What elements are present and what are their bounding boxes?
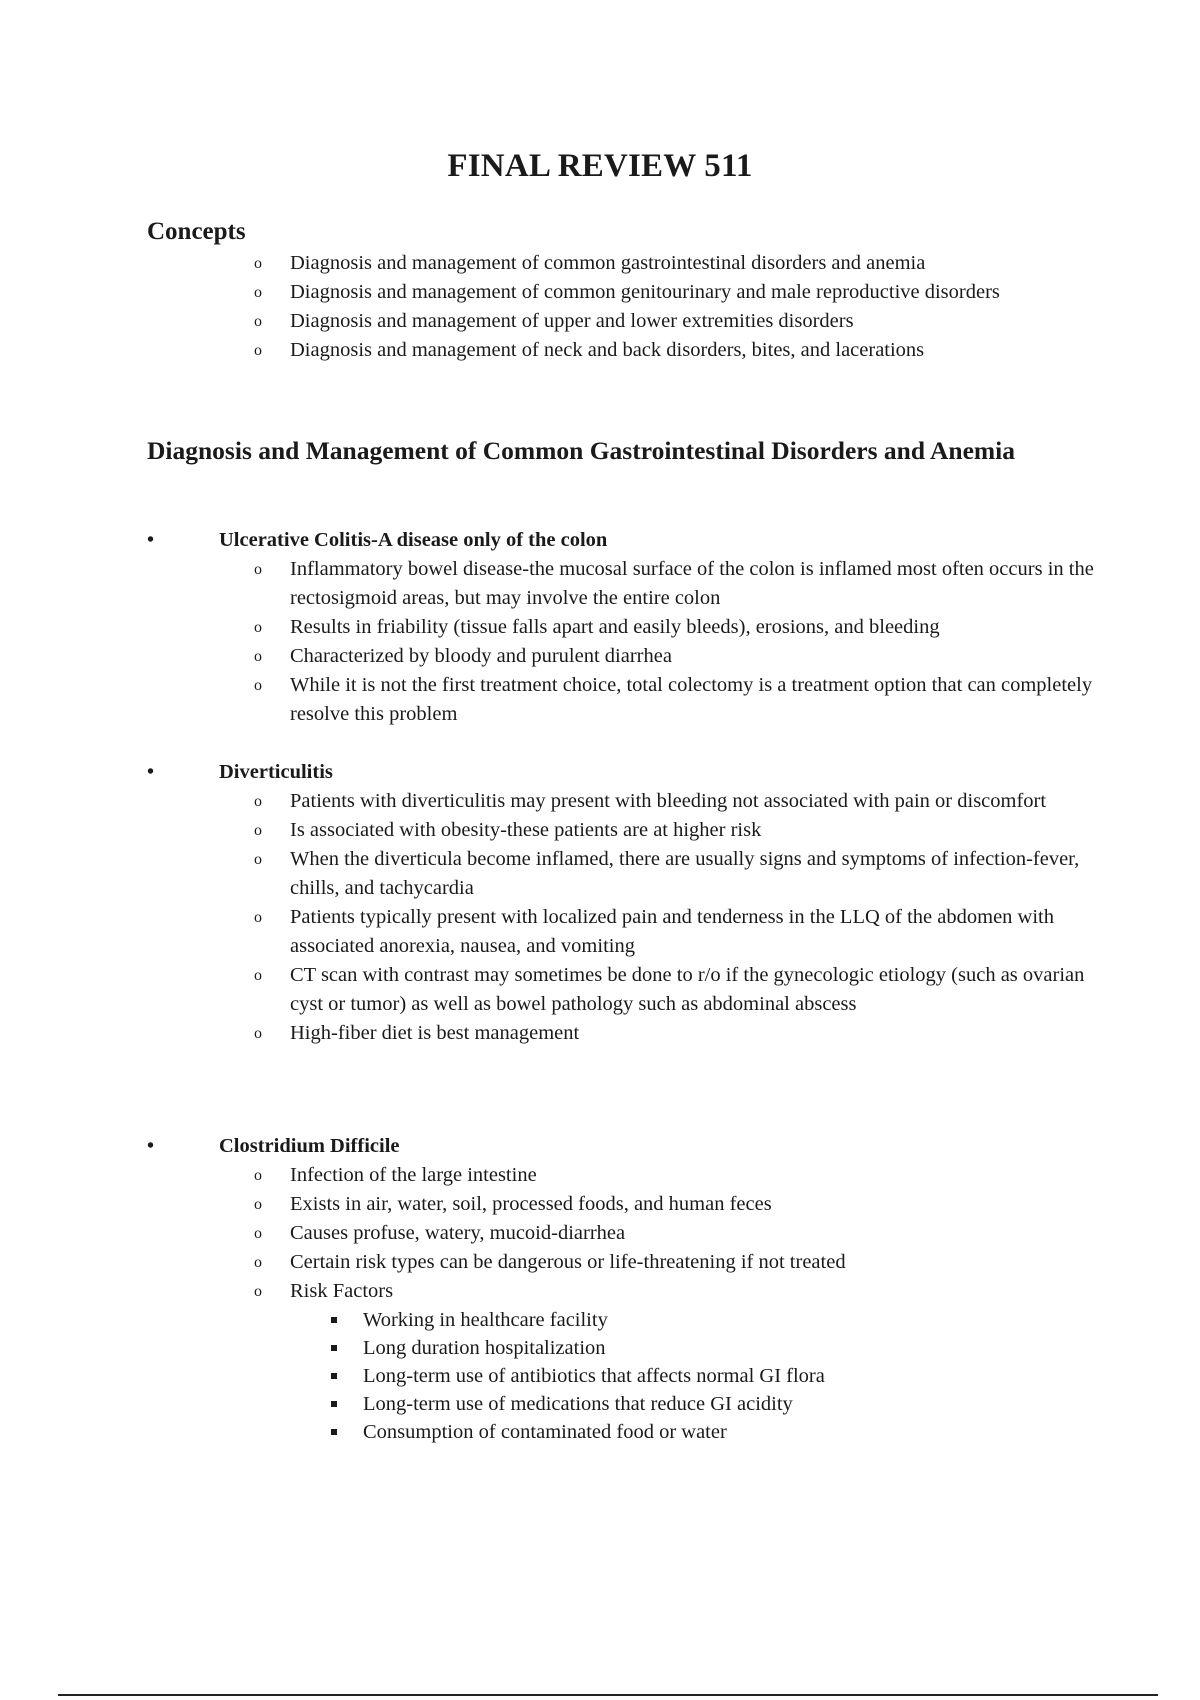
circle-bullet-icon: o bbox=[254, 967, 262, 984]
circle-bullet-icon: o bbox=[254, 342, 262, 359]
list-item: Long duration hospitalization bbox=[363, 1334, 1105, 1362]
section-heading: Diagnosis and Management of Common Gastrointestinal Disorders and Anemia bbox=[147, 436, 1015, 465]
circle-bullet-icon: o bbox=[254, 1283, 262, 1300]
list-item: o While it is not the first treatment choice, total colectomy is a treatment option that can completely resolve this problem bbox=[290, 671, 1105, 729]
list-item: o Diagnosis and management of common gastrointestinal disorders and anemia bbox=[290, 249, 1090, 278]
list-item: o Patients with diverticulitis may present with bleeding not associated with pain or discomfort bbox=[290, 787, 1105, 816]
circle-bullet-icon: o bbox=[254, 313, 262, 330]
list-item: Long-term use of antibiotics that affects normal GI flora bbox=[363, 1362, 1105, 1390]
topic-title: • Diverticulitis bbox=[147, 758, 1107, 787]
bullet-icon: • bbox=[147, 761, 155, 783]
list-item: o Exists in air, water, soil, processed foods, and human feces bbox=[290, 1190, 1105, 1219]
bullet-icon: • bbox=[147, 1135, 155, 1157]
list-item: o Infection of the large intestine bbox=[290, 1161, 1105, 1190]
list-item: Working in healthcare facility bbox=[363, 1306, 1105, 1334]
square-bullet-icon bbox=[331, 1373, 337, 1379]
topic-items bbox=[254, 1161, 1105, 1446]
list-item: Long-term use of medications that reduce GI acidity bbox=[363, 1390, 1105, 1418]
list-item: o Risk Factors Working in healthcare facility Long duration hospitalization Long-term use of antibiotics that affects normal GI flora Long-term use of medications that reduce GI acidity Consumption of contaminated food or water bbox=[290, 1277, 1105, 1446]
circle-bullet-icon: o bbox=[254, 1167, 262, 1184]
circle-bullet-icon: o bbox=[254, 851, 262, 868]
concepts-list bbox=[254, 249, 1090, 365]
list-item: o Inflammatory bowel disease-the mucosal surface of the colon is inflamed most often occurs in the rectosigmoid areas, but may involve the entire colon bbox=[290, 555, 1105, 613]
circle-bullet-icon: o bbox=[254, 677, 262, 694]
circle-bullet-icon: o bbox=[254, 1196, 262, 1213]
list-item: o Is associated with obesity-these patients are at higher risk bbox=[290, 816, 1105, 845]
square-bullet-icon bbox=[331, 1401, 337, 1407]
circle-bullet-icon: o bbox=[254, 561, 262, 578]
circle-bullet-icon: o bbox=[254, 1025, 262, 1042]
list-item: o High-fiber diet is best management bbox=[290, 1019, 1105, 1048]
page-title: FINAL REVIEW 511 bbox=[447, 148, 753, 184]
list-item: o Characterized by bloody and purulent diarrhea bbox=[290, 642, 1105, 671]
topic-items bbox=[254, 787, 1105, 1048]
topic-title: • Ulcerative Colitis-A disease only of the colon bbox=[147, 526, 1107, 555]
list-item: o Patients typically present with localized pain and tenderness in the LLQ of the abdomen with associated anorexia, nausea, and vomiting bbox=[290, 903, 1105, 961]
square-bullet-icon bbox=[331, 1429, 337, 1435]
circle-bullet-icon: o bbox=[254, 793, 262, 810]
circle-bullet-icon: o bbox=[254, 619, 262, 636]
circle-bullet-icon: o bbox=[254, 648, 262, 665]
topic-diverticulitis bbox=[147, 758, 1107, 1048]
topic-ulcerative-colitis bbox=[147, 526, 1107, 729]
circle-bullet-icon: o bbox=[254, 1254, 262, 1271]
circle-bullet-icon: o bbox=[254, 822, 262, 839]
list-item: o Diagnosis and management of common genitourinary and male reproductive disorders bbox=[290, 278, 1090, 307]
bullet-icon: • bbox=[147, 529, 155, 551]
list-item: o Diagnosis and management of upper and lower extremities disorders bbox=[290, 307, 1090, 336]
concepts-heading: Concepts bbox=[147, 218, 246, 245]
circle-bullet-icon: o bbox=[254, 909, 262, 926]
list-item: o CT scan with contrast may sometimes be done to r/o if the gynecologic etiology (such as ovarian cyst or tumor) as well as bowel pathology such as abdominal abscess bbox=[290, 961, 1105, 1019]
list-item: o When the diverticula become inflamed, there are usually signs and symptoms of infection-fever, chills, and tachycardia bbox=[290, 845, 1105, 903]
list-item: o Results in friability (tissue falls apart and easily bleeds), erosions, and bleeding bbox=[290, 613, 1105, 642]
list-item: o Diagnosis and management of neck and back disorders, bites, and lacerations bbox=[290, 336, 1090, 365]
topic-title: • Clostridium Difficile bbox=[147, 1132, 1107, 1161]
topic-clostridium-difficile bbox=[147, 1132, 1107, 1446]
list-item: o Causes profuse, watery, mucoid-diarrhea bbox=[290, 1219, 1105, 1248]
circle-bullet-icon: o bbox=[254, 1225, 262, 1242]
circle-bullet-icon: o bbox=[254, 255, 262, 272]
square-bullet-icon bbox=[331, 1317, 337, 1323]
risk-factors-list bbox=[363, 1306, 1105, 1446]
topic-items bbox=[254, 555, 1105, 729]
list-item: o Certain risk types can be dangerous or life-threatening if not treated bbox=[290, 1248, 1105, 1277]
page-divider bbox=[58, 1694, 1158, 1696]
square-bullet-icon bbox=[331, 1345, 337, 1351]
list-item: Consumption of contaminated food or water bbox=[363, 1418, 1105, 1446]
circle-bullet-icon: o bbox=[254, 284, 262, 301]
